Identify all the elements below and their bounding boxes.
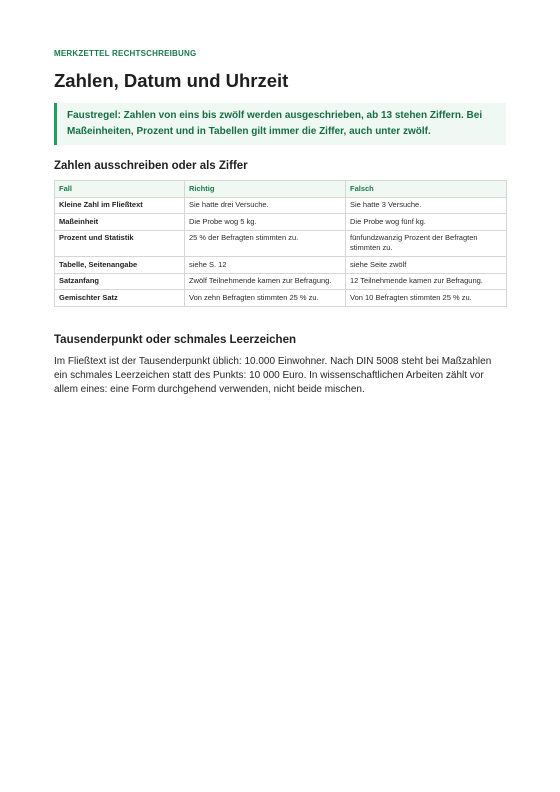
body-paragraph: Im Fließtext ist der Tausenderpunkt üblich: 10.000 Einwohner. Nach DIN 5008 steht bei Maßzahlen ein schmales Leerzeichen statt des Punkts: 10 000 Euro. In wissenschaftlichen Arbeiten zählt vor allem eines: eine Form durchgehend verwenden, nicht beide mischen. bbox=[54, 355, 492, 395]
table-row bbox=[55, 273, 507, 290]
table-cell-correct: Sie hatte drei Versuche. bbox=[185, 197, 346, 214]
table-cell-correct: Von zehn Befragten stimmten 25 % zu. bbox=[185, 290, 346, 307]
table-row bbox=[55, 290, 507, 307]
table-row bbox=[55, 197, 507, 214]
column-header-wrong: Falsch bbox=[346, 181, 507, 198]
table-cell-wrong: 12 Teilnehmende kamen zur Befragung. bbox=[346, 273, 507, 290]
table-cell-wrong: Sie hatte 3 Versuche. bbox=[346, 197, 507, 214]
table-cell-case: Prozent und Statistik bbox=[55, 230, 185, 257]
column-header-case: Fall bbox=[55, 181, 185, 198]
document-kicker: MERKZETTEL RECHTSCHREIBUNG bbox=[54, 49, 197, 58]
table-cell-case: Satzanfang bbox=[55, 273, 185, 290]
table-cell-wrong: fünfundzwanzig Prozent der Befragten stimmten zu. bbox=[346, 230, 507, 257]
table-cell-wrong: Von 10 Befragten stimmten 25 % zu. bbox=[346, 290, 507, 307]
table-header-row bbox=[55, 181, 507, 198]
numbers-table bbox=[54, 180, 507, 307]
section-heading-numbers: Zahlen ausschreiben oder als Ziffer bbox=[54, 160, 248, 172]
table-cell-case: Kleine Zahl im Fließtext bbox=[55, 197, 185, 214]
table-cell-correct: siehe S. 12 bbox=[185, 257, 346, 274]
table-cell-case: Maßeinheit bbox=[55, 214, 185, 231]
table-row bbox=[55, 214, 507, 231]
table-cell-case: Tabelle, Seitenangabe bbox=[55, 257, 185, 274]
table-cell-correct: Zwölf Teilnehmende kamen zur Befragung. bbox=[185, 273, 346, 290]
page-title: Zahlen, Datum und Uhrzeit bbox=[54, 70, 289, 91]
table-cell-case: Gemischter Satz bbox=[55, 290, 185, 307]
column-header-correct: Richtig bbox=[185, 181, 346, 198]
table-cell-correct: Die Probe wog 5 kg. bbox=[185, 214, 346, 231]
table-row bbox=[55, 257, 507, 274]
table-row bbox=[55, 230, 507, 257]
table-cell-correct: 25 % der Befragten stimmten zu. bbox=[185, 230, 346, 257]
rule-callout: Faustregel: Zahlen von eins bis zwölf werden ausgeschrieben, ab 13 stehen Ziffern. Bei Maßeinheiten, Prozent und in Tabellen gilt immer die Ziffer, auch unter zwölf. bbox=[54, 103, 506, 145]
section-heading-thousands: Tausenderpunkt oder schmales Leerzeichen bbox=[54, 333, 297, 346]
table-cell-wrong: siehe Seite zwölf bbox=[346, 257, 507, 274]
table-cell-wrong: Die Probe wog fünf kg. bbox=[346, 214, 507, 231]
